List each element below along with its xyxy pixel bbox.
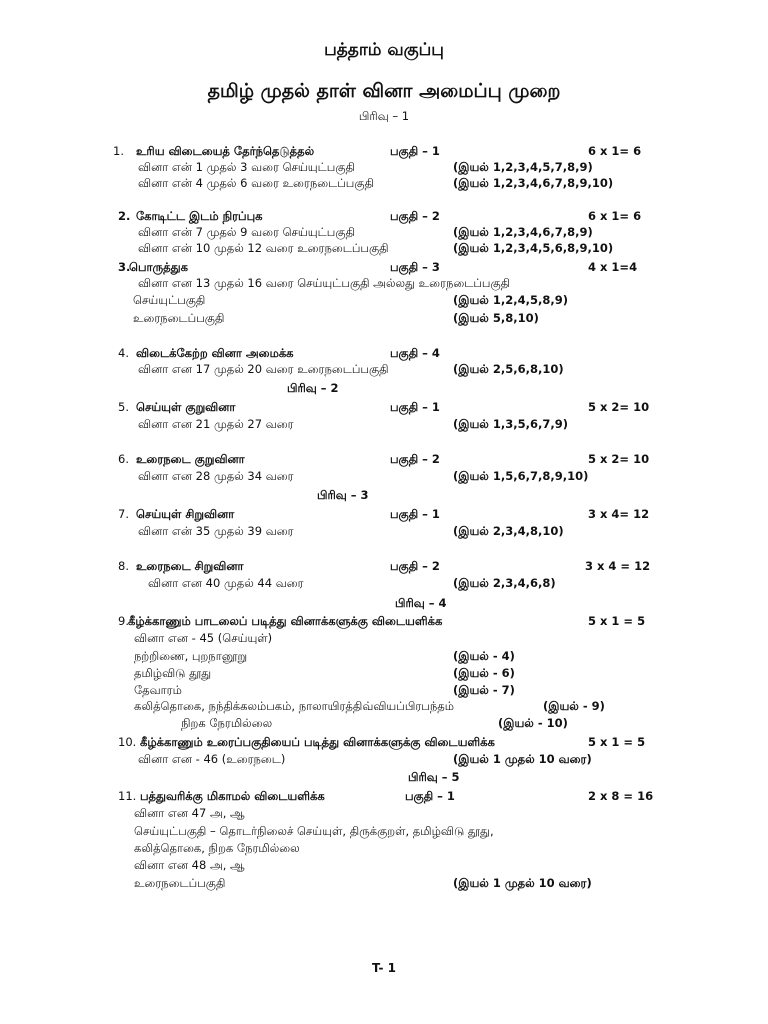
q2-title: கோடிட்ட இடம் நிரப்புக (136, 209, 263, 223)
q8-line-1: வினா என 40 முதல் 44 வரை (148, 576, 304, 590)
q7-marks: 3 x 4= 12 (588, 507, 650, 521)
q1-line-1: வினா என் 1 முதல் 3 வரை செய்யுட்பகுதி (138, 160, 355, 174)
q7-title: செய்யுள் சிறுவினா (136, 507, 235, 521)
q5-line-1-chapters: (இயல் 1,3,5,6,7,9) (453, 417, 568, 431)
q9-line-2: நற்றிணை, புறநானூறு (134, 649, 248, 663)
q11-line-1: வினா என 47 அ, ஆ (134, 806, 245, 820)
q8-number: 8. (118, 559, 129, 573)
q1-line-1-chapters: (இயல் 1,2,3,4,5,7,8,9) (453, 160, 593, 174)
q3-marks: 4 x 1=4 (588, 260, 638, 274)
q1-number: 1. (113, 144, 124, 158)
q11-line-2: செய்யுட்பகுதி – தொடர்நிலைச் செய்யுள், திருக்குறள், தமிழ்விடு தூது, (134, 824, 494, 838)
q10-line-1: வினா என - 46 (உரைநடை) (138, 752, 286, 766)
q11-line-5-chapters: (இயல் 1 முதல் 10 வரை) (453, 876, 592, 890)
q3-line-1: வினா என 13 முதல் 16 வரை செய்யுட்பகுதி அல்லது உரைநடைப்பகுதி (138, 276, 511, 290)
q7-number: 7. (118, 507, 129, 521)
q1-title: உரிய விடையைத் தேர்ந்தெடுத்தல் (136, 144, 315, 158)
q10-marks: 5 x 1 = 5 (588, 735, 646, 749)
q6-part: பகுதி – 2 (390, 452, 440, 466)
q4-part: பகுதி – 4 (390, 346, 440, 360)
q11-line-4: வினா என 48 அ, ஆ (134, 858, 245, 872)
q9-line-4: தேவாரம் (134, 683, 182, 697)
q11-part: பகுதி – 1 (405, 789, 455, 803)
q9-line-1: வினா என - 45 (செய்யுள்) (134, 631, 273, 645)
q6-line-1: வினா என 28 முதல் 34 வரை (138, 469, 294, 483)
q5-line-1: வினா என 21 முதல் 27 வரை (138, 417, 294, 431)
q11-title: பத்துவரிக்கு மிகாமல் விடையளிக்க (140, 789, 325, 803)
q4-line-1: வினா என 17 முதல் 20 வரை உரைநடைப்பகுதி (138, 362, 389, 376)
q5-part: பகுதி – 1 (390, 400, 440, 414)
q9-line-4-chapter: (இயல் - 7) (453, 683, 515, 697)
q9-line-5: கலித்தொகை, நந்திக்கலம்பகம், நாலாயிரத்திவ்வியப்பிரபந்தம் (134, 699, 454, 713)
q8-part: பகுதி – 2 (390, 559, 440, 573)
q9-number: 9. (118, 614, 129, 628)
q3-line-2: செய்யுட்பகுதி (133, 293, 206, 307)
q2-number: 2. (118, 209, 131, 223)
class-title: பத்தாம் வகுப்பு (324, 40, 444, 60)
q9-line-6-chapter: (இயல் - 10) (498, 716, 568, 730)
q9-title: கீழ்க்காணும் பாடலைப் படித்து வினாக்களுக்கு விடையளிக்க (128, 614, 443, 628)
q2-line-2-chapters: (இயல் 1,2,3,4,5,6,8,9,10) (453, 241, 614, 255)
q2-part: பகுதி – 2 (390, 209, 440, 223)
q9-line-3-chapter: (இயல் - 6) (453, 666, 515, 680)
q5-number: 5. (118, 400, 129, 414)
q3-title: பொருத்துக (129, 260, 188, 274)
q3-line-3: உரைநடைப்பகுதி (133, 311, 225, 325)
q3-number: 3. (118, 260, 131, 274)
q11-marks: 2 x 8 = 16 (588, 789, 654, 803)
q9-line-5-chapter: (இயல் - 9) (543, 699, 605, 713)
q9-line-3: தமிழ்விடு தூது (134, 666, 212, 680)
q1-marks: 6 x 1= 6 (588, 144, 642, 158)
q3-line-2-chapters: (இயல் 1,2,4,5,8,9) (453, 293, 568, 307)
q8-marks: 3 x 4 = 12 (585, 559, 651, 573)
section-heading-5: பிரிவு – 5 (408, 770, 460, 784)
q10-title: கீழ்க்காணும் உரைப்பகுதியைப் படித்து வினாக்களுக்கு விடையளிக்க (140, 735, 495, 749)
q5-marks: 5 x 2= 10 (588, 400, 650, 414)
q8-line-1-chapters: (இயல் 2,3,4,6,8) (453, 576, 556, 590)
q1-line-2: வினா என் 4 முதல் 6 வரை உரைநடைப்பகுதி (138, 176, 374, 190)
q11-line-3: கலித்தொகை, நிறக நேரமில்லை (134, 841, 300, 855)
q6-marks: 5 x 2= 10 (588, 452, 650, 466)
q4-number: 4. (118, 346, 129, 360)
page-number: T- 1 (372, 961, 396, 975)
q7-part: பகுதி – 1 (390, 507, 440, 521)
q11-line-5: உரைநடைப்பகுதி (134, 876, 226, 890)
q6-number: 6. (118, 452, 129, 466)
q5-title: செய்யுள் குறுவினா (136, 400, 236, 414)
page-title: தமிழ் முதல் தாள் வினா அமைப்பு முறை (207, 80, 561, 102)
q1-line-2-chapters: (இயல் 1,2,3,4,6,7,8,9,10) (453, 176, 614, 190)
q4-line-1-chapters: (இயல் 2,5,6,8,10) (453, 362, 564, 376)
q2-line-1: வினா என் 7 முதல் 9 வரை செய்யுட்பகுதி (138, 225, 355, 239)
q10-line-1-chapters: (இயல் 1 முதல் 10 வரை) (453, 752, 592, 766)
q7-line-1-chapters: (இயல் 2,3,4,8,10) (453, 524, 564, 538)
q1-part: பகுதி – 1 (390, 144, 440, 158)
q2-line-1-chapters: (இயல் 1,2,3,4,6,7,8,9) (453, 225, 593, 239)
q11-number: 11. (118, 789, 137, 803)
q4-title: விடைக்கேற்ற வினா அமைக்க (136, 346, 294, 360)
q8-title: உரைநடை சிறுவினா (136, 559, 244, 573)
q9-line-6: நிறக நேரமில்லை (181, 716, 273, 730)
q6-line-1-chapters: (இயல் 1,5,6,7,8,9,10) (453, 469, 589, 483)
q9-marks: 5 x 1 = 5 (588, 614, 646, 628)
section-heading-3: பிரிவு – 3 (317, 488, 369, 502)
q7-line-1: வினா என் 35 முதல் 39 வரை (138, 524, 294, 538)
q3-line-3-chapters: (இயல் 5,8,10) (453, 311, 539, 325)
q2-marks: 6 x 1= 6 (588, 209, 642, 223)
q10-number: 10. (118, 735, 137, 749)
section-heading-1: பிரிவு – 1 (358, 109, 410, 123)
q9-line-2-chapter: (இயல் - 4) (453, 649, 515, 663)
section-heading-4: பிரிவு – 4 (395, 596, 447, 610)
q2-line-2: வினா என் 10 முதல் 12 வரை உரைநடைப்பகுதி (138, 241, 389, 255)
section-heading-2: பிரிவு – 2 (287, 381, 339, 395)
q6-title: உரைநடை குறுவினா (136, 452, 245, 466)
q3-part: பகுதி – 3 (390, 260, 440, 274)
